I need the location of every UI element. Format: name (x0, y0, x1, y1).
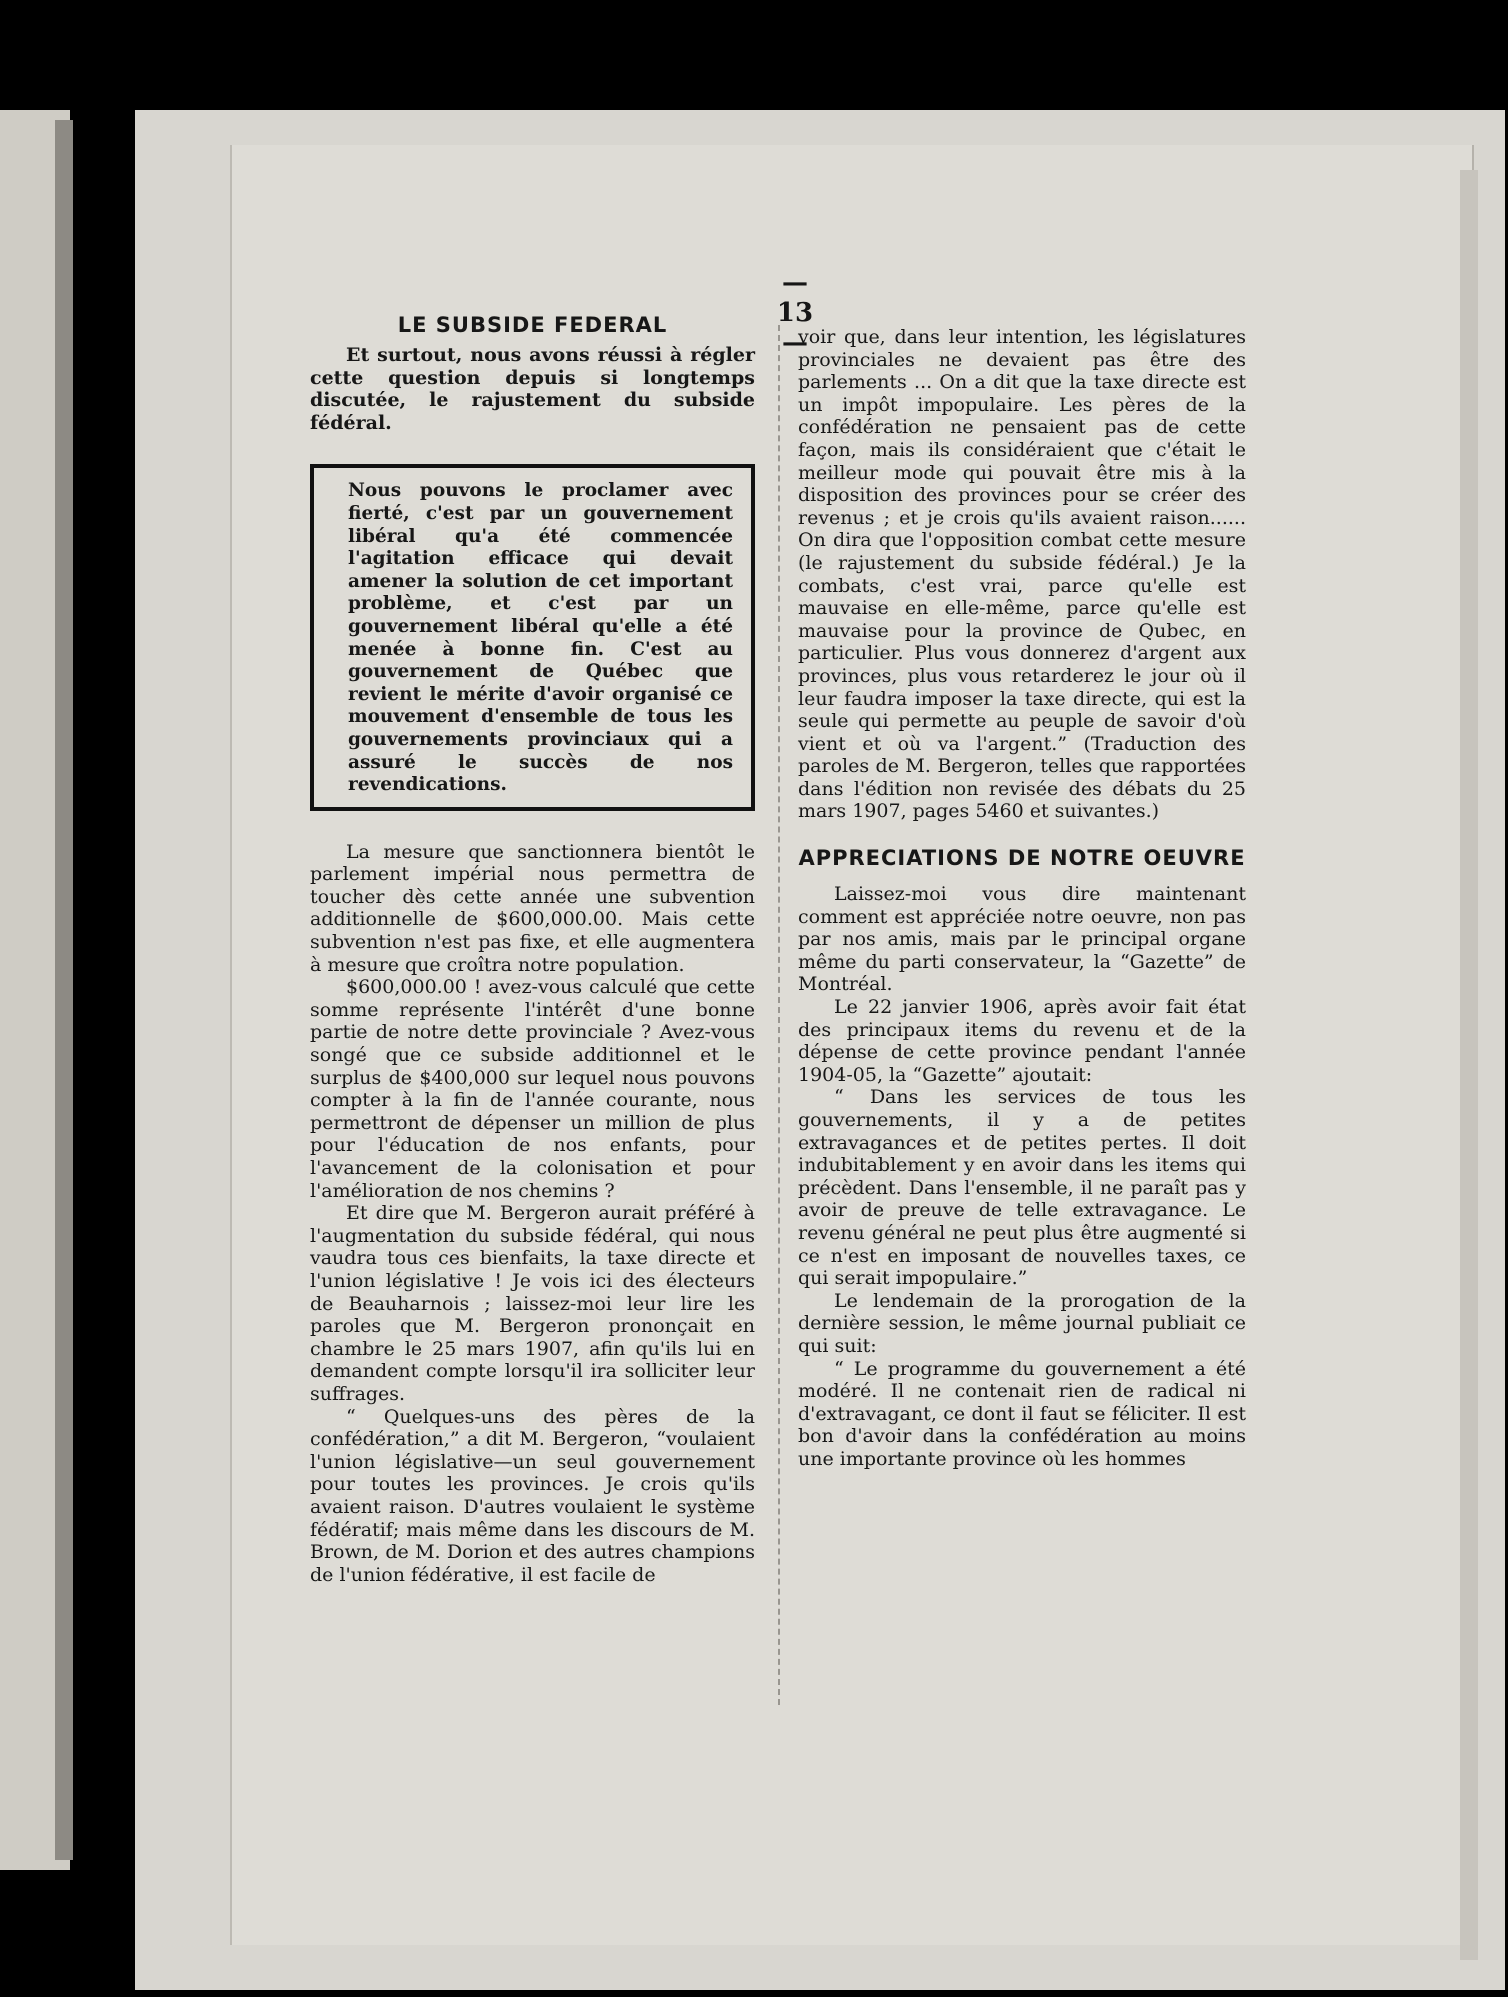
intro-paragraph: Et surtout, nous avons réussi à régler cette question depuis si longtemps discutée, le rajustement du subside fédéral. (310, 344, 755, 434)
column-divider (778, 325, 781, 1705)
left-column (310, 312, 755, 1586)
paragraph: Laissez-moi vous dire maintenant comment est appréciée notre oeuvre, non pas par nos amis, mais par le principal organe même du parti conservateur, la “Gazette” de Montréal. (798, 883, 1246, 996)
page-number: — 13 — (776, 268, 814, 358)
paragraph: Et dire que M. Bergeron aurait préféré à l'augmentation du subside fédéral, qui nous vaudra tous ces bienfaits, la taxe directe et l'union législative ! Je vois ici des électeurs de Beauharnois ; laissez-moi leur lire les paroles que M. Bergeron prononçait en chambre le 25 mars 1907, afin qu'ils lui en demandent compte lorsqu'il ira solliciter leur suffrages. (310, 1202, 755, 1405)
page-fold-edge (1460, 170, 1478, 1960)
continued-paragraph: voir que, dans leur intention, les législatures provinciales ne devaient pas être des parlements ... On a dit que la taxe directe est un impôt impopulaire. Les pères de la confédération ne pensaient pas de cette façon, mais ils considéraient que c'était le meilleur mode qui pouvait être mis à la disposition des provinces pour se créer des revenus ; et je crois qu'ils avaient raison...... On dira que l'opposition combat cette mesure (le rajustement du subside fédéral.) Je la combats, c'est vrai, parce qu'elle est mauvaise en elle-même, parce qu'elle est mauvaise pour la province de Qubec, en particulier. Plus vous donnerez d'argent aux provinces, plus vous retarderez le jour où il leur faudra imposer la taxe directe, qui est la seule qui permette au peuple de savoir d'où vient et où va l'argent.” (Traduction des paroles de M. Bergeron, telles que rapportées dans l'édition non revisée des débats du 25 mars 1907, pages 5460 et suivantes.) (798, 326, 1246, 823)
paragraph: “ Le programme du gouvernement a été modéré. Il ne contenait rien de radical ni d'extravagant, ce dont il faut se féliciter. Il est bon d'avoir dans la confédération au moins une importante province où les hommes (798, 1357, 1246, 1470)
paragraph: “ Dans les services de tous les gouvernements, il y a de petites extravagances et de petites pertes. Il doit indubitablement y en avoir dans les items qui précèdent. Dans l'ensemble, il ne paraît pas y avoir de preuve de telle extravagance. Le revenu général ne peut plus être augmenté si ce n'est en imposant de nouvelles taxes, ce qui serait impopulaire.” (798, 1086, 1246, 1290)
paragraph: $600,000.00 ! avez-vous calculé que cette somme représente l'intérêt d'une bonne partie de notre dette provinciale ? Avez-vous songé que ce subside additionnel et le surplus de $400,000 sur lequel nous pouvons compter à la fin de l'année courante, nous permettront de dépenser un million de plus pour l'éducation de nos enfants, pour l'avancement de la colonisation et pour l'amélioration de nos chemins ? (310, 976, 755, 1202)
section-heading-appreciations: APPRECIATIONS DE NOTRE OEUVRE (798, 846, 1246, 871)
paragraph: Le lendemain de la prorogation de la dernière session, le même journal publiait ce qui suit: (798, 1289, 1246, 1357)
paragraph: La mesure que sanctionnera bientôt le parlement impérial nous permettra de toucher dès cette année une subvention additionnelle de $600,000.00. Mais cette subvention n'est pas fixe, et elle augmentera à mesure que croîtra notre population. (310, 840, 755, 976)
page-gutter-shadow (55, 120, 73, 1860)
paragraph: “ Quelques-uns des pères de la confédération,” a dit M. Bergeron, “voulaient l'union législative—un seul gouvernement pour toutes les provinces. Je crois qu'ils avaient raison. D'autres voulaient le système fédératif; mais même dans les discours de M. Brown, de M. Dorion et des autres champions de l'union fédérative, il est facile de (310, 1405, 755, 1586)
right-column (798, 326, 1246, 1471)
boxed-quote: Nous pouvons le proclamer avec fierté, c'est par un gouvernement libéral qu'a été commencée l'agitation efficace qui devait amener la solution de cet important problème, et c'est par un gouvernement libéral qu'elle a été menée à bonne fin. C'est au gouvernement de Québec que revient le mérite d'avoir organisé ce mouvement d'ensemble de tous les gouvernements provinciaux qui a assuré le succès de nos revendications. (310, 464, 755, 810)
paragraph: Le 22 janvier 1906, après avoir fait état des principaux items du revenu et de la dépense de cette province pendant l'année 1904-05, la “Gazette” ajoutait: (798, 996, 1246, 1086)
section-heading-subside: LE SUBSIDE FEDERAL (397, 313, 668, 337)
